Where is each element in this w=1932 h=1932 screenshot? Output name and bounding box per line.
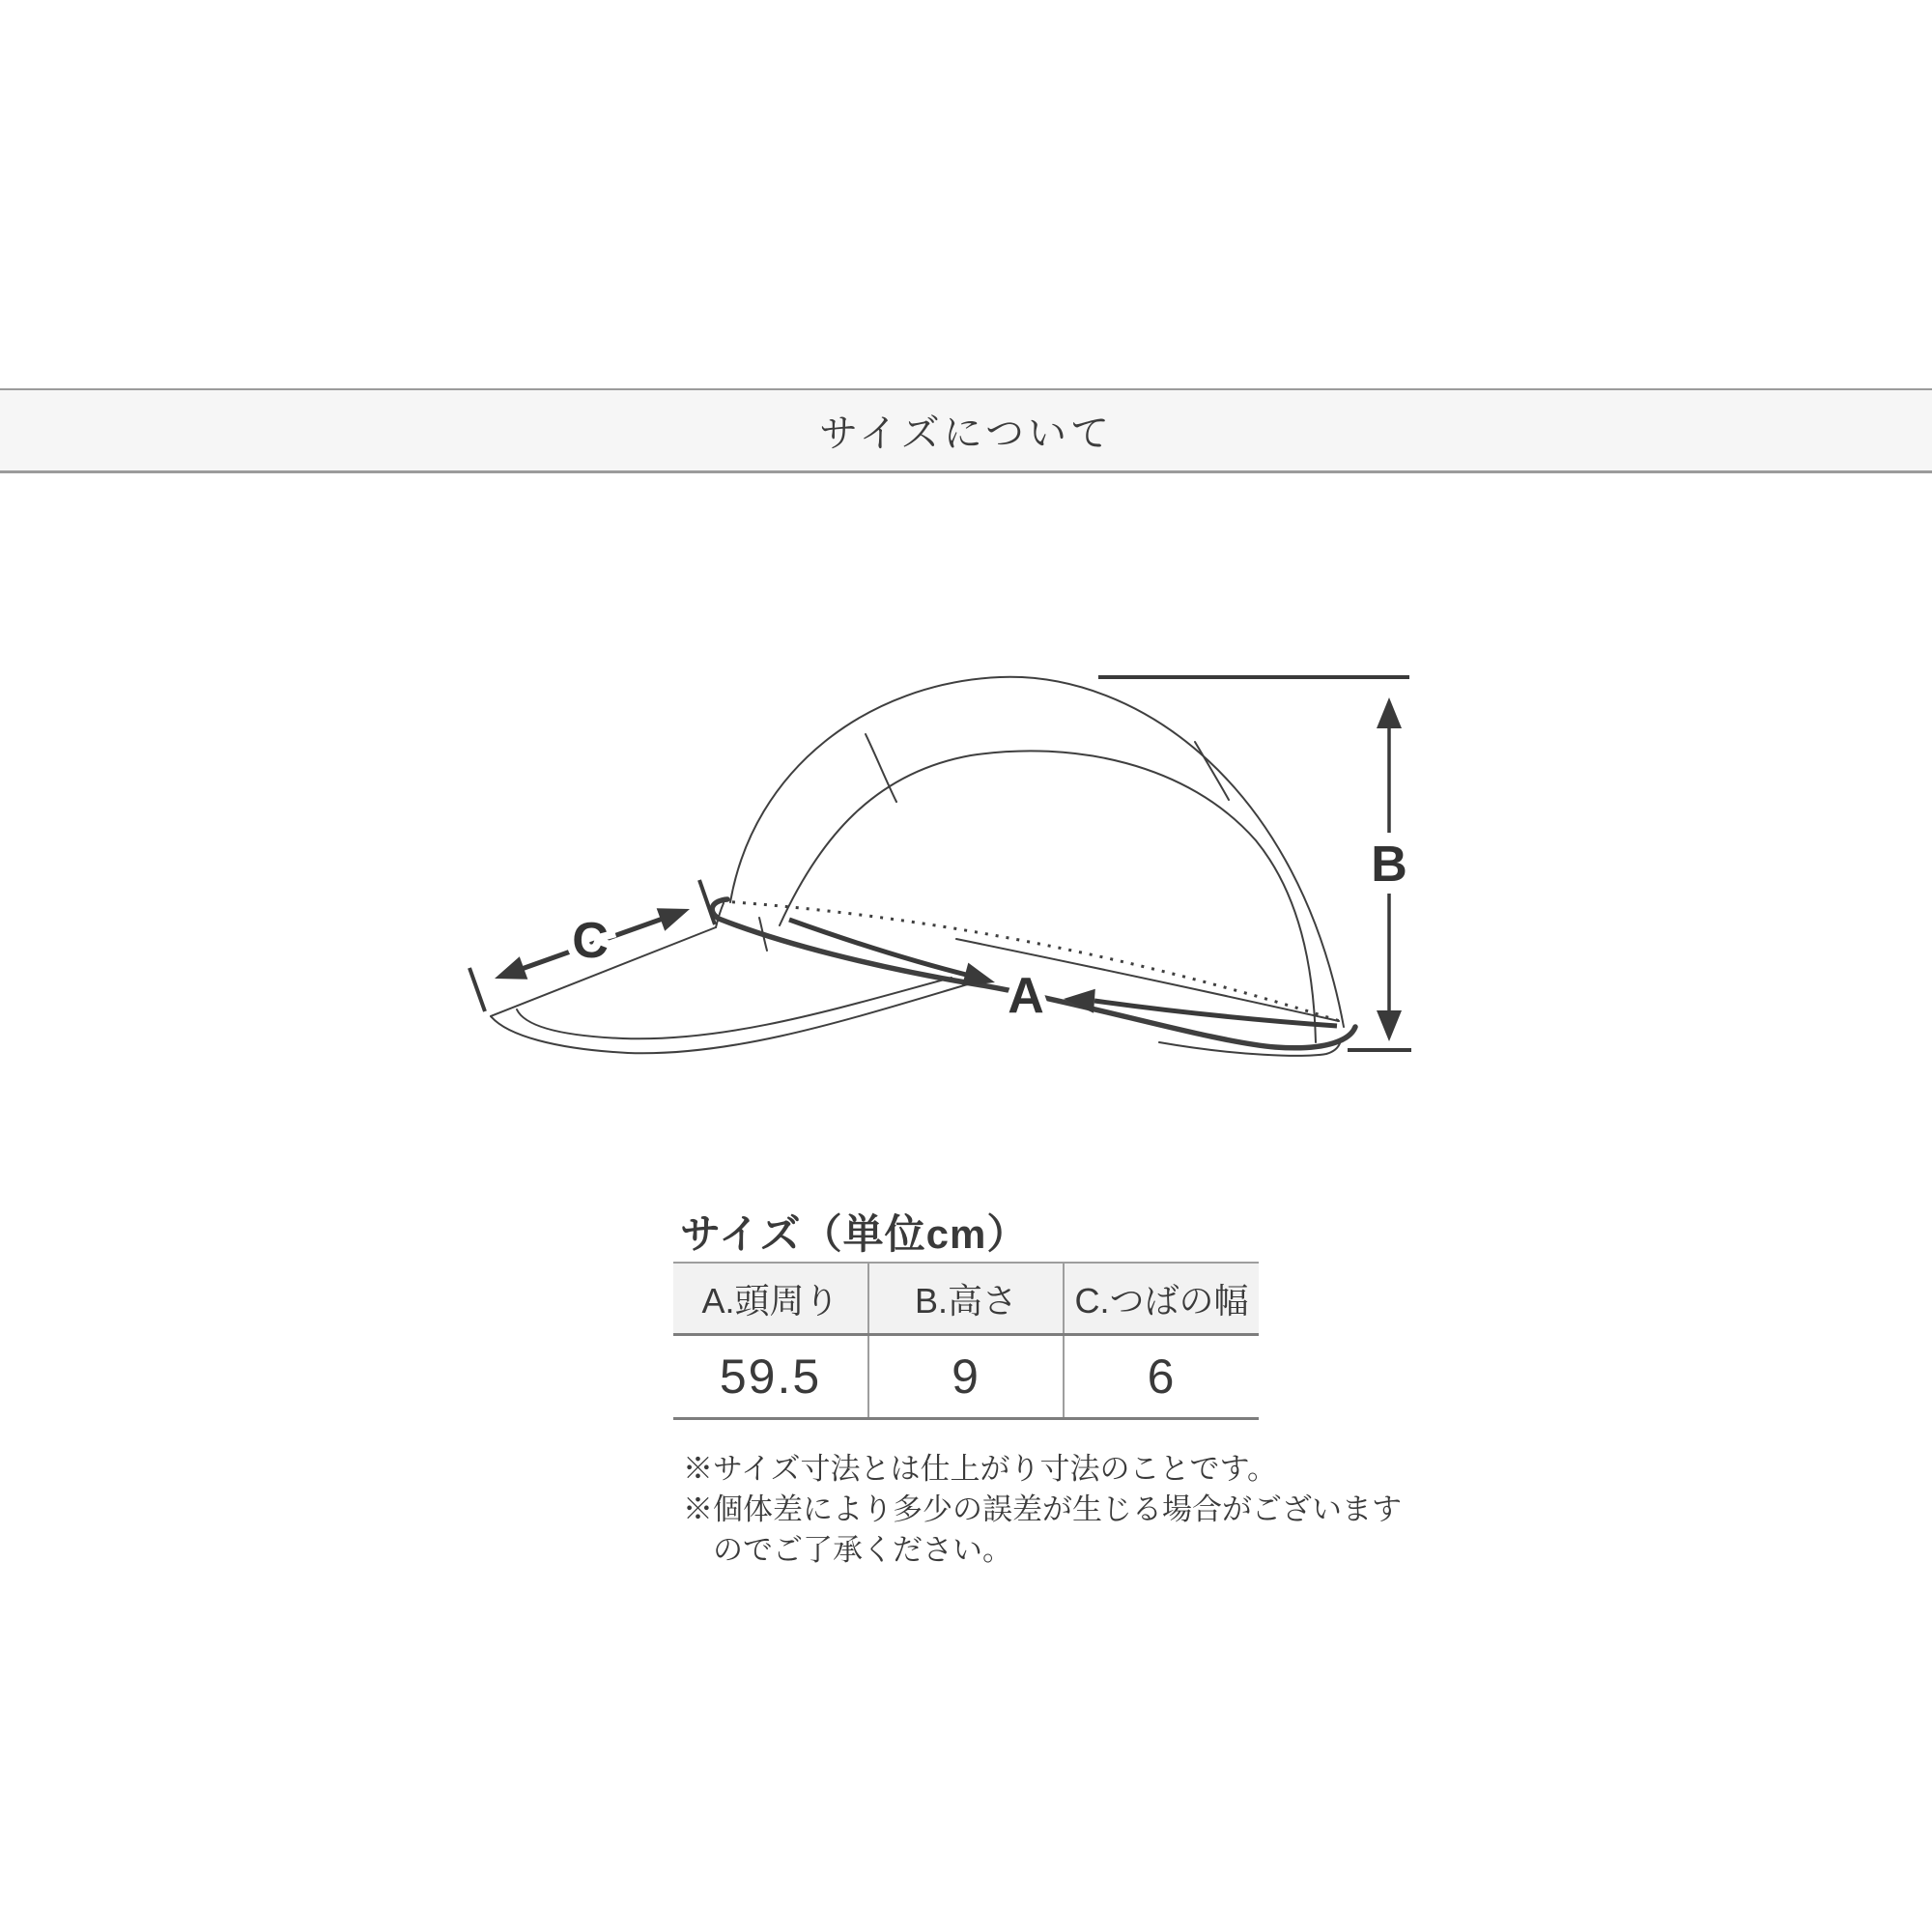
dim-c-arrowhead-right-icon bbox=[657, 897, 695, 930]
size-value-brim-width: 6 bbox=[1064, 1335, 1259, 1419]
size-table-title: サイズ（単位cm） bbox=[680, 1211, 1029, 1257]
size-value-head-circumference: 59.5 bbox=[673, 1335, 868, 1419]
size-note-line: ※個体差により多少の誤差が生じる場合がございます bbox=[683, 1492, 1402, 1526]
cap-back-panel-seam bbox=[1195, 742, 1229, 800]
dim-a-arrowhead-left-icon bbox=[1063, 987, 1095, 1013]
dim-b-label: B bbox=[1371, 837, 1407, 893]
size-table-value-row bbox=[673, 1335, 1259, 1419]
size-note-line: のでご了承ください。 bbox=[683, 1533, 1012, 1567]
dim-c-tick-lower bbox=[469, 968, 485, 1011]
size-table-header-head-circumference: A.頭周り bbox=[673, 1263, 868, 1335]
dim-c-label: C bbox=[572, 913, 609, 969]
dimension-a bbox=[789, 920, 1337, 1026]
size-table-header-brim-width: C.つばの幅 bbox=[1064, 1263, 1259, 1335]
dim-a-label: A bbox=[1008, 968, 1044, 1024]
dim-c-arrowhead-left-icon bbox=[491, 956, 528, 989]
size-table-header-row bbox=[673, 1263, 1259, 1335]
size-notes bbox=[683, 1449, 1402, 1571]
cap-sketch bbox=[491, 677, 1355, 1056]
dim-b-arrowhead-down-icon bbox=[1377, 1010, 1402, 1041]
size-table bbox=[673, 1262, 1259, 1420]
dimension-c bbox=[469, 880, 715, 1011]
dim-b-arrowhead-up-icon bbox=[1377, 697, 1402, 728]
size-table-header-height: B.高さ bbox=[868, 1263, 1064, 1335]
section-title: サイズについて bbox=[819, 412, 1113, 455]
size-value-height: 9 bbox=[868, 1335, 1064, 1419]
cap-brim-bottom-edge bbox=[491, 983, 971, 1053]
dimension-b bbox=[1098, 677, 1411, 1050]
size-note-line: ※サイズ寸法とは仕上がり寸法のことです。 bbox=[683, 1452, 1278, 1486]
